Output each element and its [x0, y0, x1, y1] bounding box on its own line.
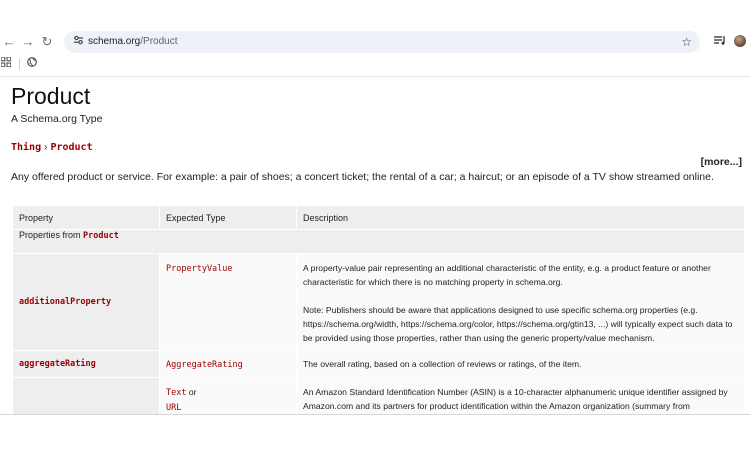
bookmarks-divider — [19, 59, 20, 70]
type-link[interactable]: AggregateRating — [166, 359, 243, 370]
type-link[interactable]: URL — [166, 403, 182, 413]
table-row — [13, 378, 745, 419]
breadcrumb-separator: › — [44, 142, 48, 153]
globe-icon[interactable] — [27, 57, 37, 72]
reload-icon[interactable]: ↻ — [41, 34, 53, 49]
forward-icon[interactable]: → — [21, 34, 35, 49]
table-row — [13, 351, 745, 378]
property-name[interactable]: aggregateRating — [13, 351, 160, 378]
group-type-link[interactable]: Product — [83, 231, 119, 241]
properties-table — [12, 205, 745, 419]
expected-type-cell — [160, 351, 297, 378]
url-host: schema.org — [88, 36, 141, 47]
property-description: An Amazon Standard Identification Number (ASIN) is a 10-character alphanumeric unique identifier assigned by Amazon.com and its partners for product identification within the Amazon organization (summary from — [303, 387, 728, 411]
back-icon[interactable]: ← — [2, 34, 16, 49]
profile-avatar[interactable] — [734, 35, 746, 47]
site-settings-icon[interactable] — [71, 35, 85, 49]
blank-area — [0, 415, 750, 450]
page-title: Product — [11, 83, 91, 109]
apps-grid-icon[interactable] — [1, 57, 11, 72]
header-expected-type: Expected Type — [160, 206, 297, 230]
browser-chrome — [0, 0, 750, 78]
url-text[interactable] — [88, 35, 178, 49]
type-description: Any offered product or service. For example: a pair of shoes; a concert ticket; the rental of a car; a haircut; or an episode of a TV show streamed online. — [11, 171, 714, 183]
description-cell — [297, 351, 745, 378]
expected-type-cell — [160, 378, 297, 419]
breadcrumb — [11, 142, 93, 153]
table-row — [13, 254, 745, 351]
media-queue-icon[interactable] — [714, 35, 726, 48]
more-link[interactable]: [more...] — [700, 156, 742, 168]
table-header-row — [13, 206, 745, 230]
group-row-product — [13, 230, 745, 254]
property-description: The overall rating, based on a collection of reviews or ratings, of the item. — [303, 359, 582, 369]
bookmarks-bar — [0, 57, 750, 73]
description-cell — [297, 378, 745, 419]
page-subtitle: A Schema.org Type — [11, 113, 103, 125]
property-note: Note: Publishers should be aware that applications designed to use specific schema.org properties (e.g. https://schema.org/width, https://schema.org/color, https://schema.org/gtin13, ...) will typically expect such data to be provided using those properties, rather than using the generic property/value mechanism. — [303, 305, 733, 343]
property-name[interactable] — [13, 378, 160, 419]
expected-type-cell — [160, 254, 297, 351]
type-link[interactable]: PropertyValue — [166, 264, 233, 274]
chrome-divider — [0, 76, 750, 77]
property-description: A property-value pair representing an additional characteristic of the entity, e.g. a product feature or another characteristic for which there is no matching property in schema.org. — [303, 263, 711, 287]
property-name[interactable]: additionalProperty — [13, 254, 160, 351]
address-bar[interactable] — [64, 31, 700, 53]
group-label — [13, 230, 745, 254]
bookmark-star-icon[interactable]: ☆ — [681, 35, 692, 49]
breadcrumb-link-product[interactable]: Product — [50, 142, 93, 153]
type-joiner: or — [188, 387, 197, 397]
header-property: Property — [13, 206, 160, 230]
breadcrumb-link-thing[interactable]: Thing — [11, 142, 42, 153]
description-cell — [297, 254, 745, 351]
header-description: Description — [297, 206, 745, 230]
type-link[interactable]: Text — [166, 388, 187, 398]
url-path: /Product — [140, 36, 178, 47]
group-label-prefix: Properties from — [19, 230, 84, 240]
